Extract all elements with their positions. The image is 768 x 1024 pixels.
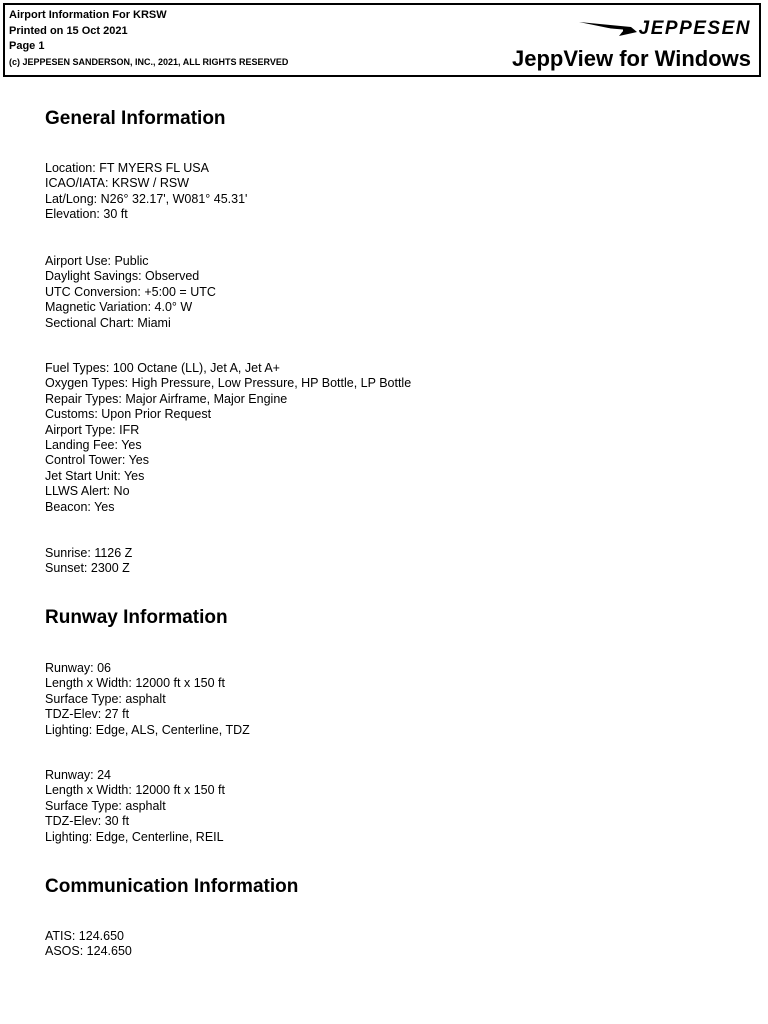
copyright-notice: (c) JEPPESEN SANDERSON, INC., 2021, ALL RIGHTS RESERVED [9,56,289,67]
info-line: UTC Conversion: +5:00 = UTC [45,284,216,299]
info-line: Customs: Upon Prior Request [45,407,212,422]
info-line: Sectional Chart: Miami [45,315,171,330]
info-line: Sunrise: 1126 Z [45,546,133,560]
info-line: ICAO/IATA: KRSW / RSW [45,176,189,191]
info-line: Lighting: Edge, ALS, Centerline, TDZ [45,722,250,737]
info-line: TDZ-Elev: 30 ft [45,814,130,829]
report-title: Airport Information For KRSW [9,9,167,21]
header-info [9,8,288,70]
info-line: Lighting: Edge, Centerline, REIL [45,829,224,844]
general-location-group [45,161,247,223]
info-line: Elevation: 30 ft [45,207,128,222]
info-line: Surface Type: asphalt [45,798,166,813]
info-line: Runway: 06 [45,661,112,675]
info-line: Surface Type: asphalt [45,691,166,706]
info-line: Magnetic Variation: 4.0° W [45,300,193,315]
info-line: LLWS Alert: No [45,484,130,499]
document-header [3,3,761,77]
communication-group [45,929,132,960]
info-line: Beacon: Yes [45,499,115,514]
info-line: Lat/Long: N26° 32.17', W081° 45.31' [45,191,248,206]
runway-06-group [45,661,250,738]
section-title-general: General Information [45,108,226,129]
section-title-communication: Communication Information [45,876,299,897]
info-line: Length x Width: 12000 ft x 150 ft [45,783,225,798]
info-line: Repair Types: Major Airframe, Major Engine [45,391,288,406]
print-date: Printed on 15 Oct 2021 [9,24,128,37]
brand-name: JEPPESEN [638,18,751,39]
jeppesen-swoosh-icon [579,20,637,38]
info-line: Length x Width: 12000 ft x 150 ft [45,676,225,691]
section-title-runway: Runway Information [45,607,228,628]
page-number: Page 1 [9,40,45,52]
runway-24-group [45,768,225,845]
info-line: ASOS: 124.650 [45,944,132,959]
general-sun-group [45,546,132,577]
info-line: Oxygen Types: High Pressure, Low Pressure, HP Bottle, LP Bottle [45,376,412,391]
general-services-group [45,361,411,515]
info-line: ATIS: 124.650 [45,929,124,943]
info-line: Control Tower: Yes [45,453,149,468]
info-line: Location: FT MYERS FL USA [45,161,209,175]
info-line: Airport Type: IFR [45,422,140,437]
info-line: TDZ-Elev: 27 ft [45,707,130,722]
info-line: Runway: 24 [45,768,112,782]
info-line: Sunset: 2300 Z [45,561,130,576]
jeppesen-logo [579,18,751,40]
general-usage-group [45,254,216,331]
info-line: Daylight Savings: Observed [45,269,200,284]
info-line: Jet Start Unit: Yes [45,468,145,483]
info-line: Landing Fee: Yes [45,438,142,453]
info-line: Airport Use: Public [45,254,149,268]
info-line: Fuel Types: 100 Octane (LL), Jet A, Jet A+ [45,361,280,375]
product-name: JeppView for Windows [512,46,751,71]
